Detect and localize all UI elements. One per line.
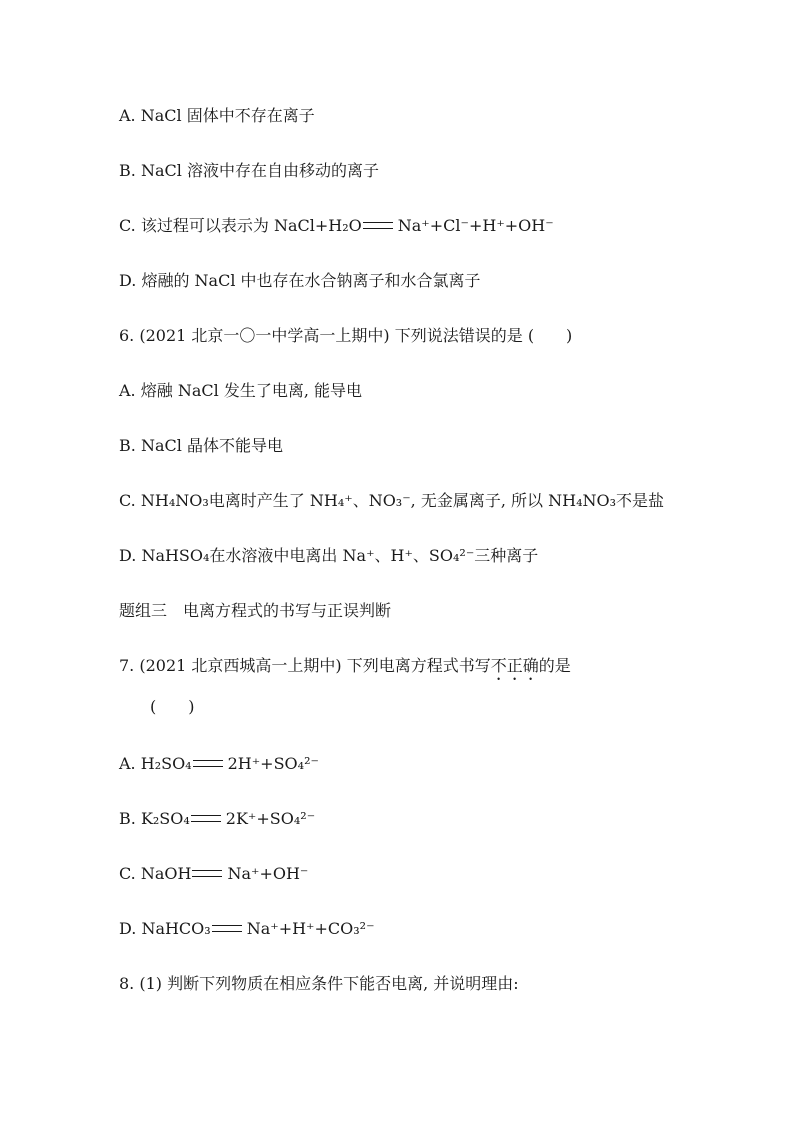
q6-stem: 6. (2021 北京一〇一中学高一上期中) 下列说法错误的是 ( ) <box>119 326 573 345</box>
equals-sign <box>363 222 393 229</box>
section-heading: 题组三 电离方程式的书写与正误判断 <box>119 601 392 620</box>
emphasis-text: 不正确 <box>490 656 539 675</box>
q5-option-a: A. NaCl 固体中不存在离子 <box>119 106 315 125</box>
q8-stem: 8. (1) 判断下列物质在相应条件下能否电离, 并说明理由: <box>119 974 519 993</box>
q5-option-d: D. 熔融的 NaCl 中也存在水合钠离子和水合氯离子 <box>119 271 481 290</box>
q6-option-c: C. NH₄NO₃电离时产生了 NH₄⁺、NO₃⁻, 无金属离子, 所以 NH₄NO₃不是盐 <box>119 491 665 510</box>
q6-option-a: A. 熔融 NaCl 发生了电离, 能导电 <box>119 381 363 400</box>
answer-paren: ( ) <box>150 697 195 716</box>
q6-option-b: B. NaCl 晶体不能导电 <box>119 436 283 455</box>
q7-option-b: B. K₂SO₄ 2K⁺+SO₄²⁻ <box>119 809 316 828</box>
equals-sign <box>212 925 242 932</box>
equals-sign <box>193 760 223 767</box>
equals-sign <box>192 870 222 877</box>
q6-option-d: D. NaHSO₄在水溶液中电离出 Na⁺、H⁺、SO₄²⁻三种离子 <box>119 546 539 565</box>
q7-stem: 7. (2021 北京西城高一上期中) 下列电离方程式书写不正确的是 <box>119 656 571 675</box>
q7-option-c: C. NaOH Na⁺+OH⁻ <box>119 864 309 883</box>
q7-option-d: D. NaHCO₃ Na⁺+H⁺+CO₃²⁻ <box>119 919 375 938</box>
q5-option-b: B. NaCl 溶液中存在自由移动的离子 <box>119 161 379 180</box>
equals-sign <box>191 815 221 822</box>
q7-option-a: A. H₂SO₄ 2H⁺+SO₄²⁻ <box>119 754 319 773</box>
q5-option-c: C. 该过程可以表示为 NaCl+H₂O Na⁺+Cl⁻+H⁺+OH⁻ <box>119 216 554 235</box>
